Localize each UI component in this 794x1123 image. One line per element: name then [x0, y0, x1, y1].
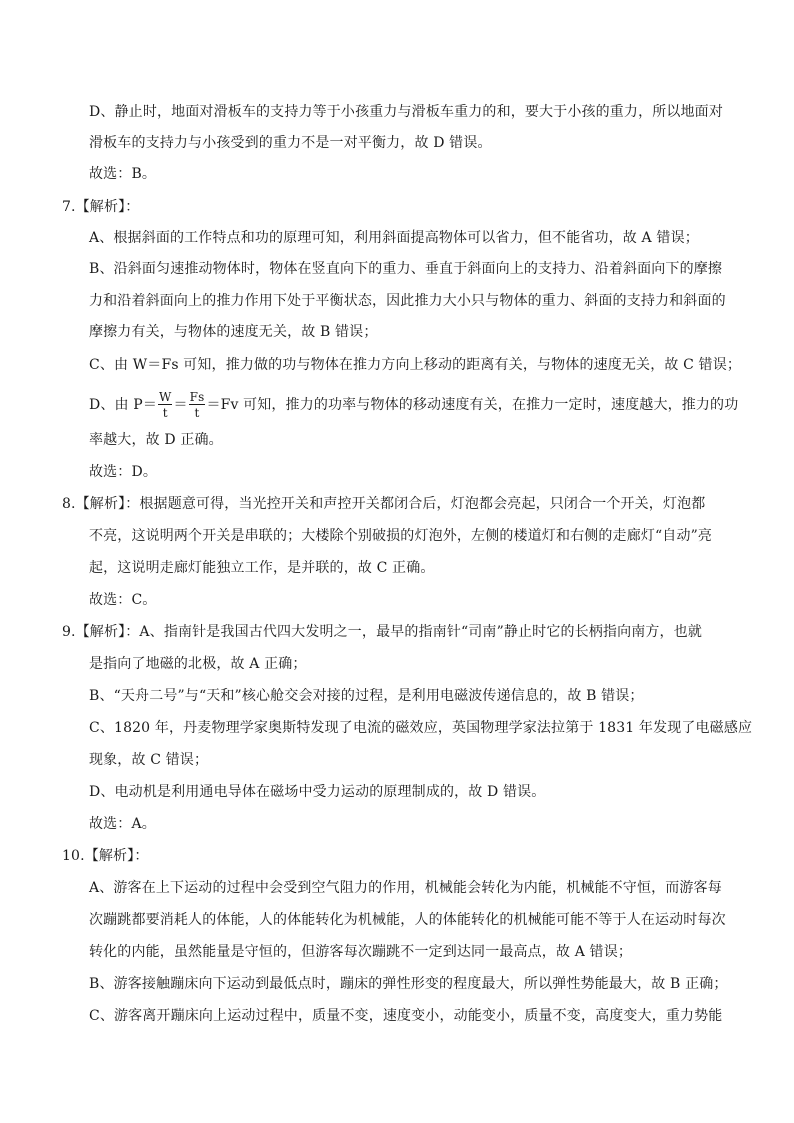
text-line: 起，这说明走廊灯能独立工作，是并联的，故 C 正确。: [89, 560, 435, 576]
text-line: C、游客离开蹦床向上运动过程中，质量不变，速度变小，动能变小，质量不变，高度变大，重力势能: [89, 1008, 723, 1024]
text-line: A、根据斜面的工作特点和功的原理可知，利用斜面提高物体可以省力，但不能省功，故 A 错误；: [89, 230, 699, 246]
text-line: 现象，故 C 错误；: [89, 752, 209, 768]
formula-prefix: D、由 P＝: [89, 397, 157, 413]
equals-sign: ＝: [173, 397, 188, 413]
text-line: 次蹦跳都要消耗人的体能，人的体能转化为机械能，人的体能转化的机械能可能不等于人在运动时每次: [89, 912, 726, 928]
text-line: C、由 W＝Fs 可知，推力做的功与物体在推力方向上移动的距离有关，与物体的速度无关，故 C 错误；: [89, 357, 742, 373]
text-line: 不亮，这说明两个开关是串联的；大楼除个别破损的灯泡外，左侧的楼道灯和右侧的走廊灯“自动”亮: [89, 528, 713, 544]
text-line: 摩擦力有关，与物体的速度无关，故 B 错误；: [89, 324, 378, 340]
text-line: 滑板车的支持力与小孩受到的重力不是一对平衡力，故 D 错误。: [89, 135, 492, 151]
answer-line: 故选：A。: [89, 816, 156, 832]
answer-line: 故选：C。: [89, 592, 157, 608]
formula-line: [89, 390, 738, 420]
formula-suffix: ＝Fv 可知，推力的功率与物体的移动速度有关，在推力一定时，速度越大，推力的功: [206, 397, 739, 413]
answer-line: 故选：B。: [89, 166, 157, 182]
text-line: B、“天舟二号”与“天和”核心舱交会对接的过程，是利用电磁波传递信息的，故 B 错误；: [89, 688, 644, 704]
question-heading: 8.【解析】：根据题意可得，当光控开关和声控开关都闭合后，灯泡都会亮起，只闭合一个开关，灯泡都: [62, 496, 706, 512]
answer-line: 故选：D。: [89, 464, 157, 480]
question-heading: 7.【解析】：: [62, 199, 140, 215]
text-line: B、游客接触蹦床向下运动到最低点时，蹦床的弹性形变的程度最大，所以弹性势能最大，故 B 正确；: [89, 976, 728, 992]
text-line: 力和沿着斜面向上的推力作用下处于平衡状态，因此推力大小只与物体的重力、斜面的支持力和斜面的: [89, 293, 726, 309]
question-heading: 10.【解析】：: [62, 848, 149, 864]
text-line: A、游客在上下运动的过程中会受到空气阻力的作用，机械能会转化为内能，机械能不守恒，而游客每: [89, 880, 722, 896]
fraction-w-over-t: $\frac{W}{t}$: [159, 390, 172, 420]
text-line: 转化的内能，虽然能量是守恒的，但游客每次蹦跳不一定到达同一最高点，故 A 错误；: [89, 944, 633, 960]
question-heading: 9.【解析】：A、指南针是我国古代四大发明之一，最早的指南针“司南”静止时它的长柄指向南方，也就: [62, 624, 702, 640]
fraction-fs-over-t: $\frac{Fs}{t}$: [189, 390, 205, 420]
text-line: D、静止时，地面对滑板车的支持力等于小孩重力与滑板车重力的和，要大于小孩的重力，所以地面对: [89, 104, 723, 120]
text-line: 是指向了地磁的北极，故 A 正确；: [89, 656, 307, 672]
text-line: B、沿斜面匀速推动物体时，物体在竖直向下的重力、垂直于斜面向上的支持力、沿着斜面向下的摩擦: [89, 261, 723, 277]
text-line: C、1820 年，丹麦物理学家奥斯特发现了电流的磁效应，英国物理学家法拉第于 1831 年发现了电磁感应: [89, 720, 753, 736]
text-line: D、电动机是利用通电导体在磁场中受力运动的原理制成的，故 D 错误。: [89, 784, 546, 800]
text-line: 率越大，故 D 正确。: [89, 432, 223, 448]
